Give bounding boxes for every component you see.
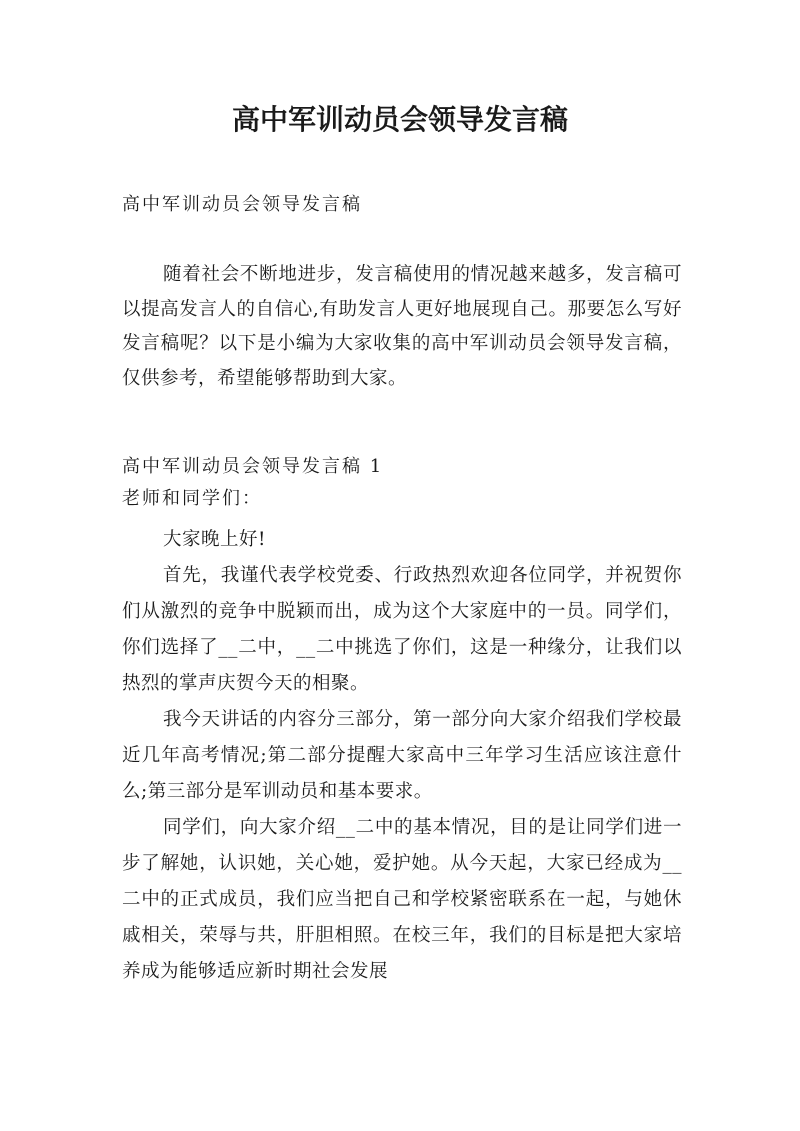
section-heading: 高中军训动员会领导发言稿 1 [122,456,384,477]
salutation: 老师和同学们： [122,488,262,509]
body-paragraph: 首先，我谨代表学校党委、行政热烈欢迎各位同学，并祝贺你们从激烈的竞争中脱颖而出，成为这个大家庭中的一员。同学们，你们选择了__二中，__二中挑选了你们，这是一种缘分，让我们以热烈的掌声庆贺今天的相聚。 [122,565,682,694]
page-title: 高中军训动员会领导发言稿 [231,103,568,136]
document-subtitle: 高中军训动员会领导发言稿 [122,194,362,215]
body-paragraph: 大家晚上好! [163,529,266,550]
body-paragraph: 我今天讲话的内容分三部分，第一部分向大家介绍我们学校最近几年高考情况;第二部分提醒大家高中三年学习生活应该注意什么;第三部分是军训动员和基本要求。 [122,709,682,802]
speech-body [122,522,682,990]
intro-paragraph: 随着社会不断地进步，发言稿使用的情况越来越多，发言稿可以提高发言人的自信心,有助发言人更好地展现自己。那要怎么写好发言稿呢？以下是小编为大家收集的高中军训动员会领导发言稿，仅供参考，希望能够帮助到大家。 [122,264,682,389]
body-paragraph: 同学们，向大家介绍__二中的基本情况，目的是让同学们进一步了解她，认识她，关心她，爱护她。从今天起，大家已经成为__二中的正式成员，我们应当把自己和学校紧密联系在一起，与她休戚相关，荣辱与共，肝胆相照。在校三年，我们的目标是把大家培养成为能够适应新时期社会发展 [122,817,682,982]
